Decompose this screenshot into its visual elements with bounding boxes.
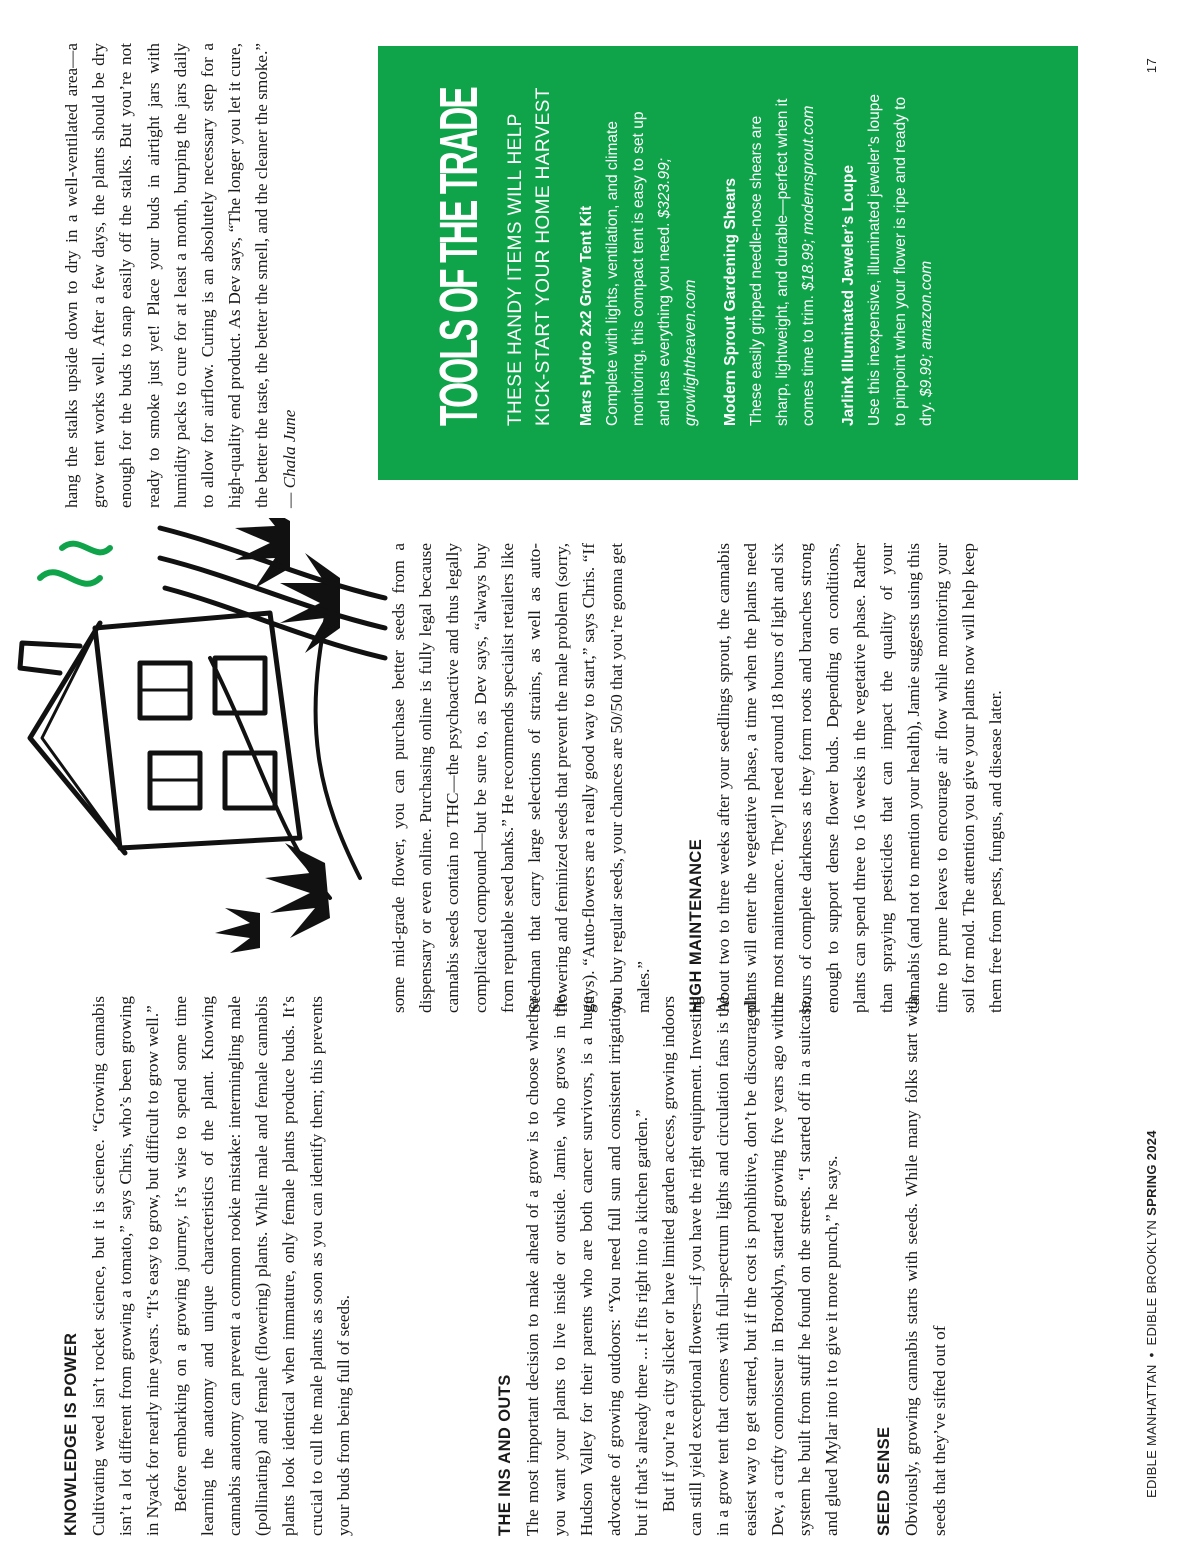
heading-ins-and-outs: THE INS AND OUTS (496, 1374, 514, 1536)
heading-high-maintenance: HIGH MAINTENANCE (687, 838, 706, 1013)
sidebar-item-description: Complete with lights, ventilation, and climate monitoring, this compact tent is easy to set up and has everything you need. $323.99; growlightheaven.com (604, 111, 699, 426)
paragraph: Obviously, growing cannabis starts with seeds. While many folks start with seeds that they’ve sifted out of (902, 996, 949, 1536)
column-knowledge (58, 996, 357, 1536)
paragraph: Cultivating weed isn’t rocket science, but it is science. “Growing cannabis isn’t a lot different from growing a tomato,” says Chris, who’s been growing in Nyack for nearly nine years. “It’s easy to grow, but difficult to grow well.” (89, 996, 163, 1536)
byline: — Chala June (279, 409, 299, 508)
paragraph: Before embarking on a growing journey, it’s wise to spend some time learning the anatomy and unique characteristics of the plant. Knowing cannabis anatomy can prevent a common rookie mistake: intermingling male (pollinating) and female (flowering) plants. While male and female cannabis plants look identical when immature, only female plants produce buds. It’s crucial to cull the male plants as soon as you can identify them; this prevents your buds from being full of seeds. (170, 996, 353, 1536)
page-footer (1136, 58, 1166, 1498)
tools-of-the-trade-sidebar (378, 46, 1078, 480)
paragraph: About two to three weeks after your seedlings sprout, the cannabis plants will enter the vegetative phase, a time when the plants need the most maintenance. They’ll need around 18 hours of light and six hours of complete darkness as they form roots and branches strong enough to support dense flower buds. Depending on conditions, plants can spend three to 16 weeks in the vegetative phase. Rather than spraying pesticides that can impact the quality of your cannabis (and not to mention your health), Jamie suggests using this time to prune leaves to encourage air flow while monitoring your soil for mold. The attention you give your plants now will help keep them free from pests, fungus, and disease later. (714, 543, 1006, 1013)
sidebar-item-description: These easily gripped needle-nose shears are sharp, lightweight, and durable—perfect when it comes time to trim. $18.99; modernsprout.com (748, 98, 817, 426)
footer-season: SPRING 2024 (1143, 1130, 1159, 1216)
sidebar-subtitle: THESE HANDY ITEMS WILL HELP KICK-START YOUR HOME HARVEST (505, 87, 554, 426)
column-curing (58, 43, 303, 508)
sidebar-item (836, 86, 940, 426)
sidebar-item-name: Modern Sprout Gardening Shears (722, 177, 739, 426)
paragraph: some mid-grade flower, you can purchase better seeds from a dispensary or even online. Purchasing online is fully legal because cannabis seeds contain no THC—the psychoactive and thus legally complicated compound—but be sure to, as Dev says, “always buy from reputable seed banks.” He recommends specialist retailers like Seedman that carry large selections of strains, as well as auto-flowering and feminized seeds that prevent the male problem (sorry, guys). “Auto-flowers are a really good way to start,” says Chris. “If you buy regular seeds, your chances are 50/50 that you’re gonna get males.” (389, 543, 653, 1013)
sidebar-item-price-source: $9.99; amazon.com (918, 260, 935, 397)
sidebar-item-name: Mars Hydro 2x2 Grow Tent Kit (578, 205, 595, 426)
sidebar-title: TOOLS OF THE TRADE (429, 88, 489, 426)
sidebar-item (574, 86, 704, 426)
paragraph: hang the stalks upside down to dry in a well-ventilated area—a grow tent works well. After a few days, the plants should be dry enough for the buds to snap easily off the stalks. But you’re not ready to smoke just yet! Place your buds in airtight jars with humidity packs to cure for at least a month, burping the jars daily to allow for airflow. Curing is an absolutely necessary step for a high-quality end product. As Dev says, “The longer you let it cure, the better the taste, the better the smell, and the cleaner the smoke.” — Chala June (62, 43, 299, 508)
heading-knowledge-is-power: KNOWLEDGE IS POWER (62, 1332, 80, 1536)
sidebar-item (718, 86, 822, 426)
sidebar-item-description: Use this inexpensive, illuminated jeweler’s loupe to pinpoint when your flower is ripe and ready to dry. $9.99; amazon.com (866, 94, 935, 426)
page-number: 17 (1143, 58, 1159, 74)
heading-seed-sense: SEED SENSE (875, 1426, 894, 1536)
sidebar-item-price-source: $323.99; growlightheaven.com (656, 157, 699, 426)
footer-separator: • (1143, 1352, 1159, 1358)
sidebar-item-price-source: $18.99; modernsprout.com (800, 105, 817, 291)
house-cannabis-illustration (0, 518, 390, 958)
footer-publication-1: EDIBLE MANHATTAN (1143, 1364, 1159, 1498)
column-ins-and-outs (492, 996, 953, 1536)
footer-publication-2: EDIBLE BROOKLYN (1143, 1219, 1159, 1346)
paragraph: But if you’re a city slicker or have limited garden access, growing indoors can still yield exceptional flowers—if you have the right equipment. Investing in a grow tent that comes with full-spectrum lights and circulation fans is the easiest way to get started, but if the cost is prohibitive, don’t be discouraged! Dev, a crafty connoisseur in Brooklyn, started growing five years ago with a system he built from stuff he found on the streets. “I started off in a suitcase, and glued Mylar into it to give it more punch,” he says. (659, 996, 842, 1536)
sidebar-item-name: Jarlink Illuminated Jeweler’s Loupe (840, 164, 857, 426)
column-high-maintenance (385, 543, 1009, 1013)
paragraph: The most important decision to make ahead of a grow is to choose whether you want your plants to live inside or outside. Jamie, who grows in the Hudson Valley for their parents who are both cancer survivors, is a huge advocate of growing outdoors: “You need full sun and consistent irrigation, but if that’s already there ... it fits right into a kitchen garden.” (523, 996, 651, 1536)
